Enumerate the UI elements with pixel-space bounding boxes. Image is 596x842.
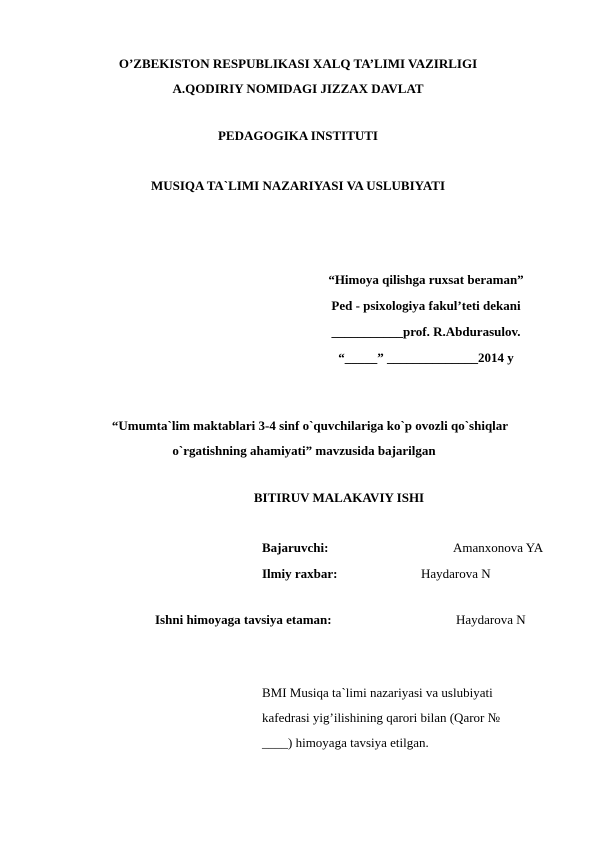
recommend-label: Ishni himoyaga tavsiya etaman: xyxy=(155,612,332,627)
institute-title-line1: A.QODIRIY NOMIDAGI JIZZAX DAVLAT xyxy=(172,81,424,96)
executor-label: Bajaruvchi: xyxy=(262,540,329,555)
topic-line-1: “Umumta`lim maktablari 3-4 sinf o`quvchilariga ko`p ovozli qo`shiqlar xyxy=(111,418,509,433)
approval-line-2: Ped - psixologiya fakul’teti dekani xyxy=(331,298,521,313)
supervisor-name: Haydarova N xyxy=(421,566,491,581)
ministry-title: O’ZBEKISTON RESPUBLIKASI XALQ TA’LIMI VAZIRLIGI xyxy=(118,56,478,71)
note-line-1: BMI Musiqa ta`limi nazariyasi va uslubiyati xyxy=(262,685,493,700)
work-type-title: BITIRUV MALAKAVIY ISHI xyxy=(253,490,425,505)
approval-line-4: “_____” ______________2014 y xyxy=(338,350,514,365)
note-line-2: kafedrasi yig’ilishining qarori bilan (Qaror № xyxy=(262,710,501,725)
supervisor-label: Ilmiy raxbar: xyxy=(262,566,338,581)
approval-line-1: “Himoya qilishga ruxsat beraman” xyxy=(328,272,524,287)
recommend-name: Haydarova N xyxy=(456,612,526,627)
department-title: MUSIQA TA`LIMI NAZARIYASI VA USLUBIYATI xyxy=(150,178,446,193)
institute-title-line2: PEDAGOGIKA INSTITUTI xyxy=(217,128,378,143)
topic-line-2: o`rgatishning ahamiyati” mavzusida bajarilgan xyxy=(172,443,436,458)
approval-line-3: ___________prof. R.Abdurasulov. xyxy=(331,324,521,339)
note-line-3: ____) himoyaga tavsiya etilgan. xyxy=(262,735,429,750)
executor-name: Amanxonova YA xyxy=(453,540,544,555)
